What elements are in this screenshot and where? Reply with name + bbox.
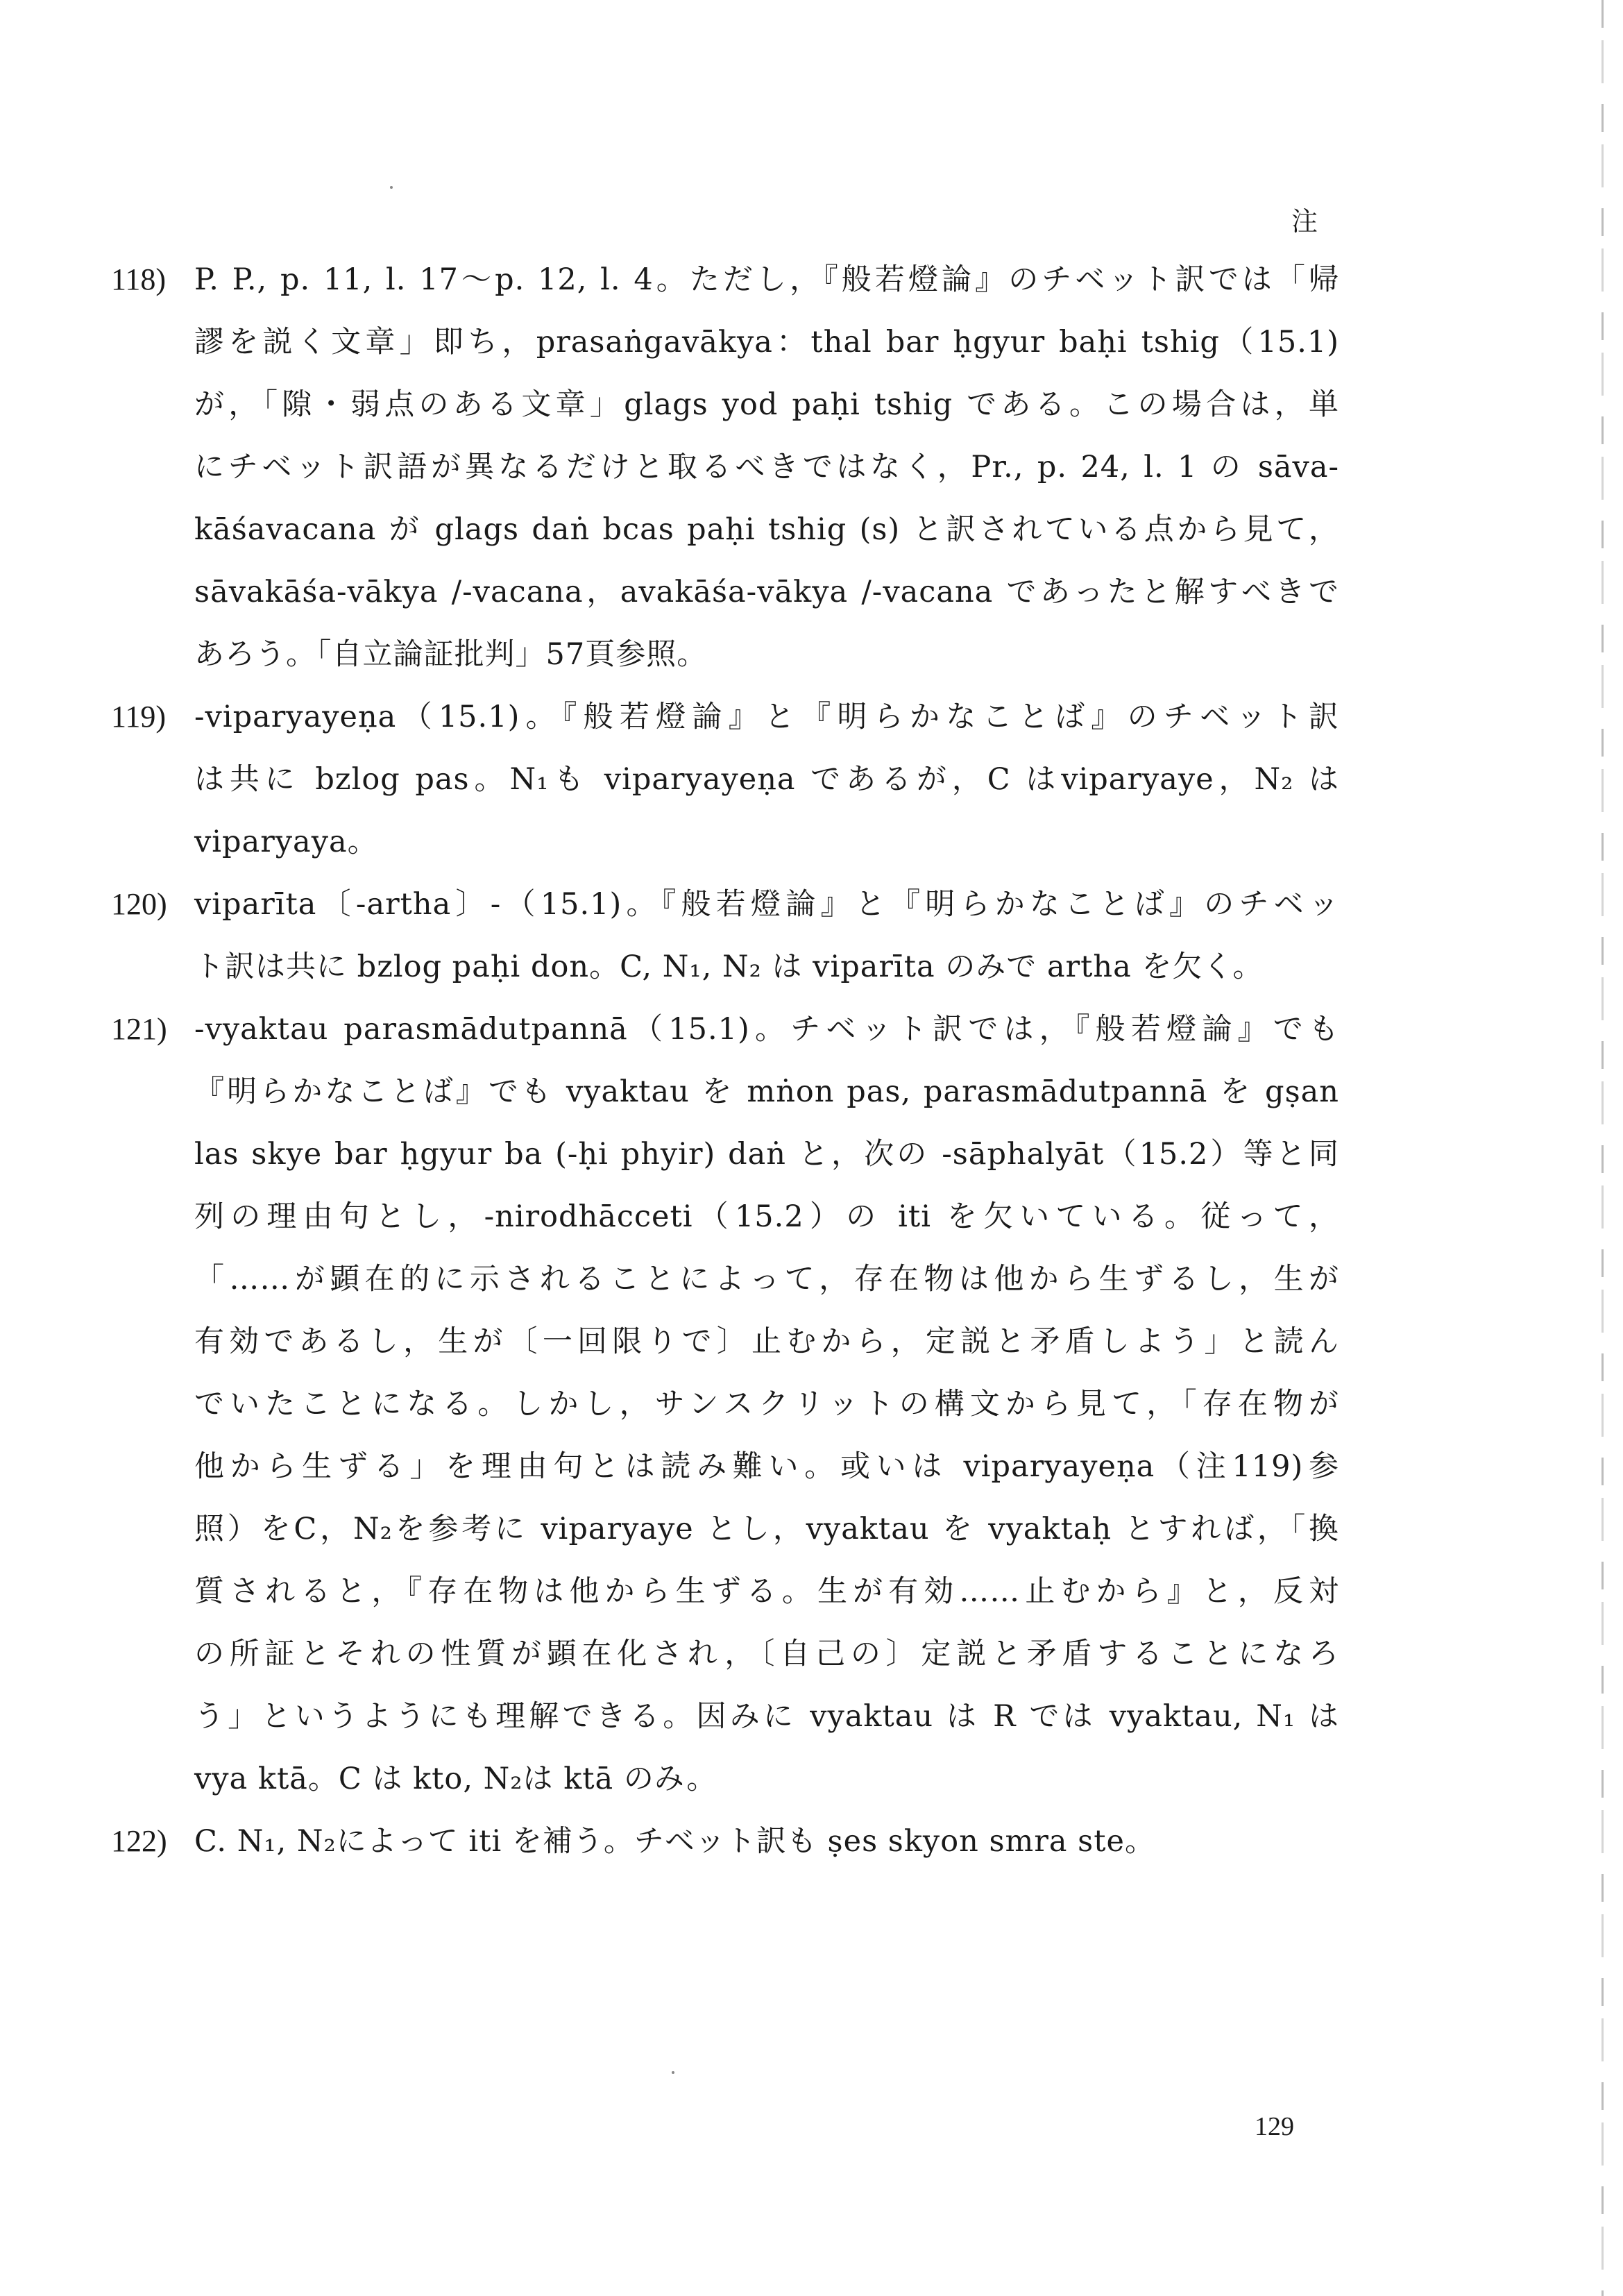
footnote-line: 有効であるし，生が〔一回限りで〕止むから，定説と矛盾しよう」と読ん — [194, 1324, 1339, 1359]
scan-speck — [672, 2071, 674, 2074]
footnote-line: あろう。「自立論証批判」57頁参照。 — [194, 637, 708, 672]
footnote-number: 118) — [111, 262, 167, 296]
footnote — [111, 248, 1339, 686]
footnote-line: sāvakāśa-vākya /-vacana，avakāśa-vākya /-vacana であったと解すべきで — [194, 575, 1339, 609]
footnote-line: P. P., p. 11, l. 17〜p. 12, l. 4。ただし，『般若燈論』のチベット訳では「帰 — [194, 262, 1339, 297]
footnote-line: 謬を説く文章」即ち，prasaṅgavākya：thal bar ḥgyur baḥi tshig（15.1) — [194, 325, 1339, 360]
footnote-line: にチベット訳語が異なるだけと取るべきではなく，Pr., p. 24, l. 1 の sāva- — [194, 450, 1339, 484]
footnote-line: viparīta〔-artha〕-（15.1)。『般若燈論』と『明らかなことば』のチベッ — [194, 887, 1339, 922]
page-number: 129 — [1255, 2112, 1294, 2141]
footnote-line: 照）をC，N₂を参考に viparyaye とし，vyaktau を vyaktaḥ とすれば，「換 — [194, 1512, 1339, 1546]
footnote-line: viparyaya。 — [194, 825, 378, 859]
footnote-line: -vyaktau parasmādutpannā（15.1)。チベット訳では，『般若燈論』でも — [194, 1012, 1339, 1047]
scan-edge — [1601, 0, 1604, 2296]
footnote-line: 列の理由句とし，-nirodhācceti（15.2）の iti を欠いている。従って， — [194, 1199, 1339, 1234]
footnote-line: は共に bzlog pas。N₁も viparyayeṇa であるが，C はviparyaye，N₂ は — [194, 762, 1339, 797]
footnote-line: vya ktā。C は kto, N₂は ktā のみ。 — [194, 1762, 717, 1796]
footnote-line: の所証とそれの性質が顕在化され，〔自己の〕定説と矛盾することになろ — [194, 1637, 1339, 1671]
footnote-line: 質されると，『存在物は他から生ずる。生が有効……止むから』と，反対 — [194, 1574, 1339, 1609]
footnote-line: C. N₁, N₂によって iti を補う。チベット訳も ṣes skyon smra ste。 — [194, 1824, 1155, 1859]
footnote-line: kāśavacana が glags daṅ bcas paḥi tshig (s) と訳されている点から見て， — [194, 512, 1339, 547]
footnote-number: 119) — [111, 700, 167, 734]
footnote-line: 他から生ずる」を理由句とは読み難い。或いは viparyayeṇa（注119)参 — [194, 1449, 1339, 1484]
footnote-number: 122) — [111, 1824, 167, 1858]
footnote-line: ト訳は共に bzlog paḥi don。C, N₁, N₂ は viparīta のみで artha を欠く。 — [194, 949, 1264, 984]
footnote-line: う」というようにも理解できる。因みに vyaktau は R では vyaktau, N₁ は — [194, 1699, 1339, 1734]
footnote-line: が，「隙・弱点のある文章」glags yod paḥi tshig である。この場合は，単 — [194, 387, 1339, 422]
footnote-line: でいたことになる。しかし，サンスクリットの構文から見て，「存在物が — [194, 1387, 1339, 1421]
footnote — [111, 1810, 1339, 1873]
footnote — [111, 686, 1339, 873]
notes-list — [111, 248, 1339, 1873]
footnote-line: -viparyayeṇa（15.1)。『般若燈論』と『明らかなことば』のチベット訳 — [194, 700, 1339, 734]
footnote-number: 121) — [111, 1012, 167, 1046]
footnote-line: las skye bar ḥgyur ba (-ḥi phyir) daṅ と，次の -sāphalyāt（15.2）等と同 — [194, 1137, 1339, 1172]
footnote — [111, 873, 1339, 998]
footnote-line: 「……が顕在的に示されることによって，存在物は他から生ずるし，生が — [194, 1262, 1339, 1297]
scan-speck — [390, 186, 393, 189]
footnote-number: 120) — [111, 887, 167, 921]
footnote-line: 『明らかなことば』でも vyaktau を mṅon pas, parasmādutpannā を gṣan — [194, 1074, 1339, 1109]
running-header: 注 — [1291, 206, 1319, 237]
footnote — [111, 998, 1339, 1810]
